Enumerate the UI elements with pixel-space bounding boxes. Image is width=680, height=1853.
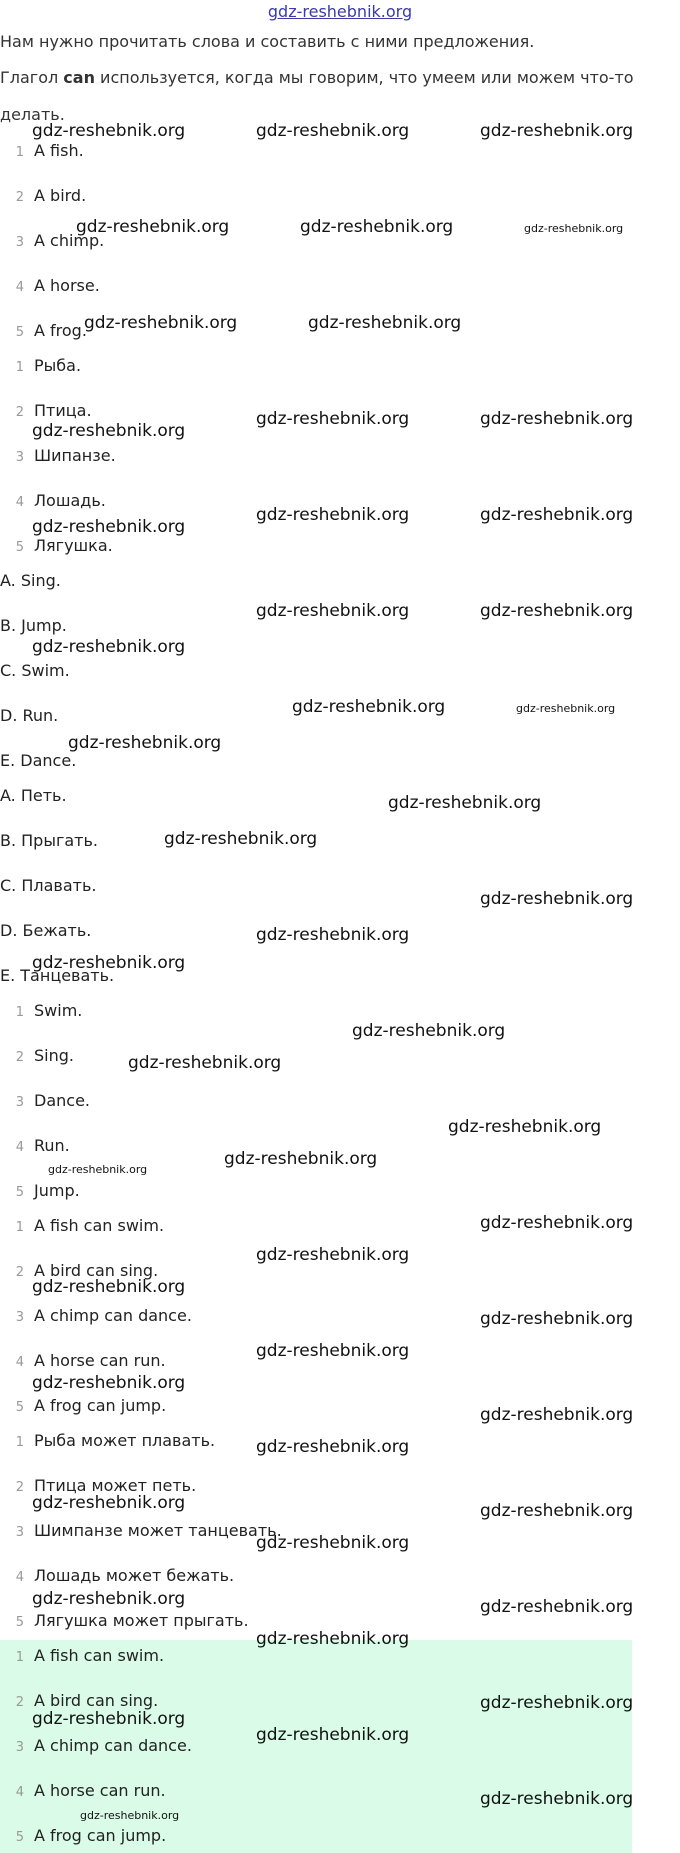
list-text: A fish can swim. xyxy=(34,1216,165,1235)
list-item xyxy=(0,186,86,205)
watermark-text: gdz-reshebnik.org xyxy=(480,1789,634,1809)
watermark-text: gdz-reshebnik.org xyxy=(480,601,634,621)
list-text: A horse can run. xyxy=(34,1351,166,1370)
watermark-text: gdz-reshebnik.org xyxy=(524,222,624,235)
watermark-text: gdz-reshebnik.org xyxy=(256,601,410,621)
list-item xyxy=(0,1001,82,1020)
watermark-text: gdz-reshebnik.org xyxy=(256,1245,410,1265)
list-number: 4 xyxy=(15,495,24,510)
watermark-text: gdz-reshebnik.org xyxy=(448,1117,602,1137)
watermark-text: gdz-reshebnik.org xyxy=(516,702,616,715)
watermark-text: gdz-reshebnik.org xyxy=(480,121,634,141)
list-number: 5 xyxy=(15,1615,24,1630)
list-number: 1 xyxy=(15,1435,24,1450)
list-text: Птица может петь. xyxy=(34,1476,197,1495)
answer-item xyxy=(0,1826,166,1845)
intro-line-2-bold: can xyxy=(63,68,95,87)
list-text: A horse. xyxy=(34,276,100,295)
list-text: Run. xyxy=(34,1136,70,1155)
list-text: A bird. xyxy=(34,186,87,205)
watermark-text: gdz-reshebnik.org xyxy=(224,1149,378,1169)
list-text: Рыба может плавать. xyxy=(34,1431,216,1450)
list-item xyxy=(0,356,81,375)
watermark-text: gdz-reshebnik.org xyxy=(388,793,542,813)
list-text: A chimp. xyxy=(34,231,105,250)
list-text: A chimp can dance. xyxy=(34,1306,192,1325)
watermark-text: gdz-reshebnik.org xyxy=(32,421,186,441)
list-number: 2 xyxy=(15,190,24,205)
watermark-text: gdz-reshebnik.org xyxy=(32,1493,186,1513)
list-item xyxy=(0,536,113,555)
watermark-text: gdz-reshebnik.org xyxy=(480,1213,634,1233)
verb-ru: C. Плавать. xyxy=(0,876,97,895)
list-item xyxy=(0,1431,215,1450)
list-number: 3 xyxy=(15,1095,24,1110)
watermark-text: gdz-reshebnik.org xyxy=(480,1309,634,1329)
list-item xyxy=(0,1046,74,1065)
list-number: 1 xyxy=(15,145,24,160)
watermark-text: gdz-reshebnik.org xyxy=(256,1533,410,1553)
watermark-text: gdz-reshebnik.org xyxy=(480,1405,634,1425)
list-item xyxy=(0,1351,166,1370)
intro-line-3: делать. xyxy=(0,105,65,124)
list-text: A bird can sing. xyxy=(34,1261,159,1280)
list-number: 2 xyxy=(15,405,24,420)
list-item xyxy=(0,1181,80,1200)
list-text: A horse can run. xyxy=(34,1781,166,1800)
watermark-text: gdz-reshebnik.org xyxy=(480,889,634,909)
list-item xyxy=(0,1216,164,1235)
watermark-text: gdz-reshebnik.org xyxy=(48,1163,148,1176)
watermark-text: gdz-reshebnik.org xyxy=(32,953,186,973)
list-item xyxy=(0,321,87,340)
list-number: 5 xyxy=(15,325,24,340)
verb-ru: E. Танцевать. xyxy=(0,966,115,985)
list-number: 1 xyxy=(15,1005,24,1020)
list-item xyxy=(0,141,84,160)
verb-en: D. Run. xyxy=(0,706,59,725)
watermark-text: gdz-reshebnik.org xyxy=(128,1053,282,1073)
watermark-text: gdz-reshebnik.org xyxy=(256,409,410,429)
watermark-text: gdz-reshebnik.org xyxy=(68,733,222,753)
list-item xyxy=(0,1396,166,1415)
list-number: 4 xyxy=(15,1355,24,1370)
watermark-text: gdz-reshebnik.org xyxy=(480,1693,634,1713)
list-number: 1 xyxy=(15,360,24,375)
answer-item xyxy=(0,1736,192,1755)
list-text: Dance. xyxy=(34,1091,90,1110)
list-text: Sing. xyxy=(34,1046,74,1065)
list-item xyxy=(0,1136,70,1155)
list-text: A fish. xyxy=(34,141,84,160)
watermark-text: gdz-reshebnik.org xyxy=(300,217,454,237)
watermark-text: gdz-reshebnik.org xyxy=(32,637,186,657)
list-text: A frog can jump. xyxy=(34,1396,167,1415)
list-item xyxy=(0,1306,192,1325)
list-text: Лягушка. xyxy=(34,536,113,555)
watermark-text: gdz-reshebnik.org xyxy=(256,121,410,141)
list-number: 3 xyxy=(15,1740,24,1755)
list-number: 4 xyxy=(15,280,24,295)
list-item xyxy=(0,1521,282,1540)
list-item xyxy=(0,401,92,420)
watermark-text: gdz-reshebnik.org xyxy=(80,1809,180,1822)
list-number: 3 xyxy=(15,1525,24,1540)
watermark-text: gdz-reshebnik.org xyxy=(84,313,238,333)
list-number: 5 xyxy=(15,540,24,555)
list-number: 2 xyxy=(15,1050,24,1065)
list-text: Лошадь может бежать. xyxy=(34,1566,235,1585)
list-text: A fish can swim. xyxy=(34,1646,165,1665)
list-text: A chimp can dance. xyxy=(34,1736,192,1755)
watermark-text: gdz-reshebnik.org xyxy=(256,1437,410,1457)
watermark-text: gdz-reshebnik.org xyxy=(32,1373,186,1393)
verb-en: E. Dance. xyxy=(0,751,77,770)
watermark-text: gdz-reshebnik.org xyxy=(76,217,230,237)
watermark-text: gdz-reshebnik.org xyxy=(256,1629,410,1649)
answer-item xyxy=(0,1781,166,1800)
list-item xyxy=(0,1091,90,1110)
watermark-text: gdz-reshebnik.org xyxy=(32,1277,186,1297)
list-item xyxy=(0,1566,234,1585)
verb-en: A. Sing. xyxy=(0,571,61,590)
watermark-text: gdz-reshebnik.org xyxy=(32,1589,186,1609)
list-number: 2 xyxy=(15,1695,24,1710)
verb-en: B. Jump. xyxy=(0,616,67,635)
watermark-text: gdz-reshebnik.org xyxy=(480,505,634,525)
answer-item xyxy=(0,1691,158,1710)
intro-line-2 xyxy=(0,68,640,87)
intro-line-1: Нам нужно прочитать слова и составить с ними предложения. xyxy=(0,32,535,51)
list-text: Птица. xyxy=(34,401,92,420)
list-number: 3 xyxy=(15,1310,24,1325)
list-text: Jump. xyxy=(34,1181,80,1200)
list-number: 4 xyxy=(15,1570,24,1585)
list-text: Шипанзе. xyxy=(34,446,116,465)
list-number: 4 xyxy=(15,1785,24,1800)
list-item xyxy=(0,1611,249,1630)
watermark-text: gdz-reshebnik.org xyxy=(352,1021,506,1041)
list-text: Рыба. xyxy=(34,356,82,375)
header-link[interactable]: gdz-reshebnik.org xyxy=(267,2,413,21)
list-text: A frog can jump. xyxy=(34,1826,167,1845)
watermark-text: gdz-reshebnik.org xyxy=(480,1501,634,1521)
list-item xyxy=(0,491,106,510)
list-number: 1 xyxy=(15,1220,24,1235)
list-number: 1 xyxy=(15,1650,24,1665)
watermark-text: gdz-reshebnik.org xyxy=(256,1341,410,1361)
list-item xyxy=(0,446,116,465)
list-text: Лошадь. xyxy=(34,491,106,510)
watermark-text: gdz-reshebnik.org xyxy=(256,505,410,525)
watermark-text: gdz-reshebnik.org xyxy=(256,925,410,945)
list-text: A frog. xyxy=(34,321,87,340)
list-number: 5 xyxy=(15,1185,24,1200)
list-number: 4 xyxy=(15,1140,24,1155)
list-number: 2 xyxy=(15,1265,24,1280)
list-number: 5 xyxy=(15,1400,24,1415)
watermark-text: gdz-reshebnik.org xyxy=(32,1709,186,1729)
watermark-text: gdz-reshebnik.org xyxy=(256,1725,410,1745)
list-number: 3 xyxy=(15,235,24,250)
verb-ru: A. Петь. xyxy=(0,786,67,805)
watermark-text: gdz-reshebnik.org xyxy=(480,409,634,429)
intro-line-2-post: используется, когда мы говорим, что умеем или можем что-то xyxy=(94,68,634,87)
list-text: Swim. xyxy=(34,1001,83,1020)
list-text: Шимпанзе может танцевать. xyxy=(34,1521,282,1540)
verb-en: C. Swim. xyxy=(0,661,70,680)
watermark-text: gdz-reshebnik.org xyxy=(164,829,318,849)
list-number: 2 xyxy=(15,1480,24,1495)
list-number: 3 xyxy=(15,450,24,465)
verb-ru: D. Бежать. xyxy=(0,921,92,940)
answer-item xyxy=(0,1646,164,1665)
list-text: Лягушка может прыгать. xyxy=(34,1611,249,1630)
intro-line-2-pre: Глагол xyxy=(0,68,64,87)
watermark-text: gdz-reshebnik.org xyxy=(480,1597,634,1617)
watermark-text: gdz-reshebnik.org xyxy=(32,121,186,141)
list-number: 5 xyxy=(15,1830,24,1845)
watermark-text: gdz-reshebnik.org xyxy=(32,517,186,537)
list-item xyxy=(0,276,100,295)
verb-ru: B. Прыгать. xyxy=(0,831,99,850)
watermark-text: gdz-reshebnik.org xyxy=(308,313,462,333)
watermark-text: gdz-reshebnik.org xyxy=(292,697,446,717)
list-text: A bird can sing. xyxy=(34,1691,159,1710)
